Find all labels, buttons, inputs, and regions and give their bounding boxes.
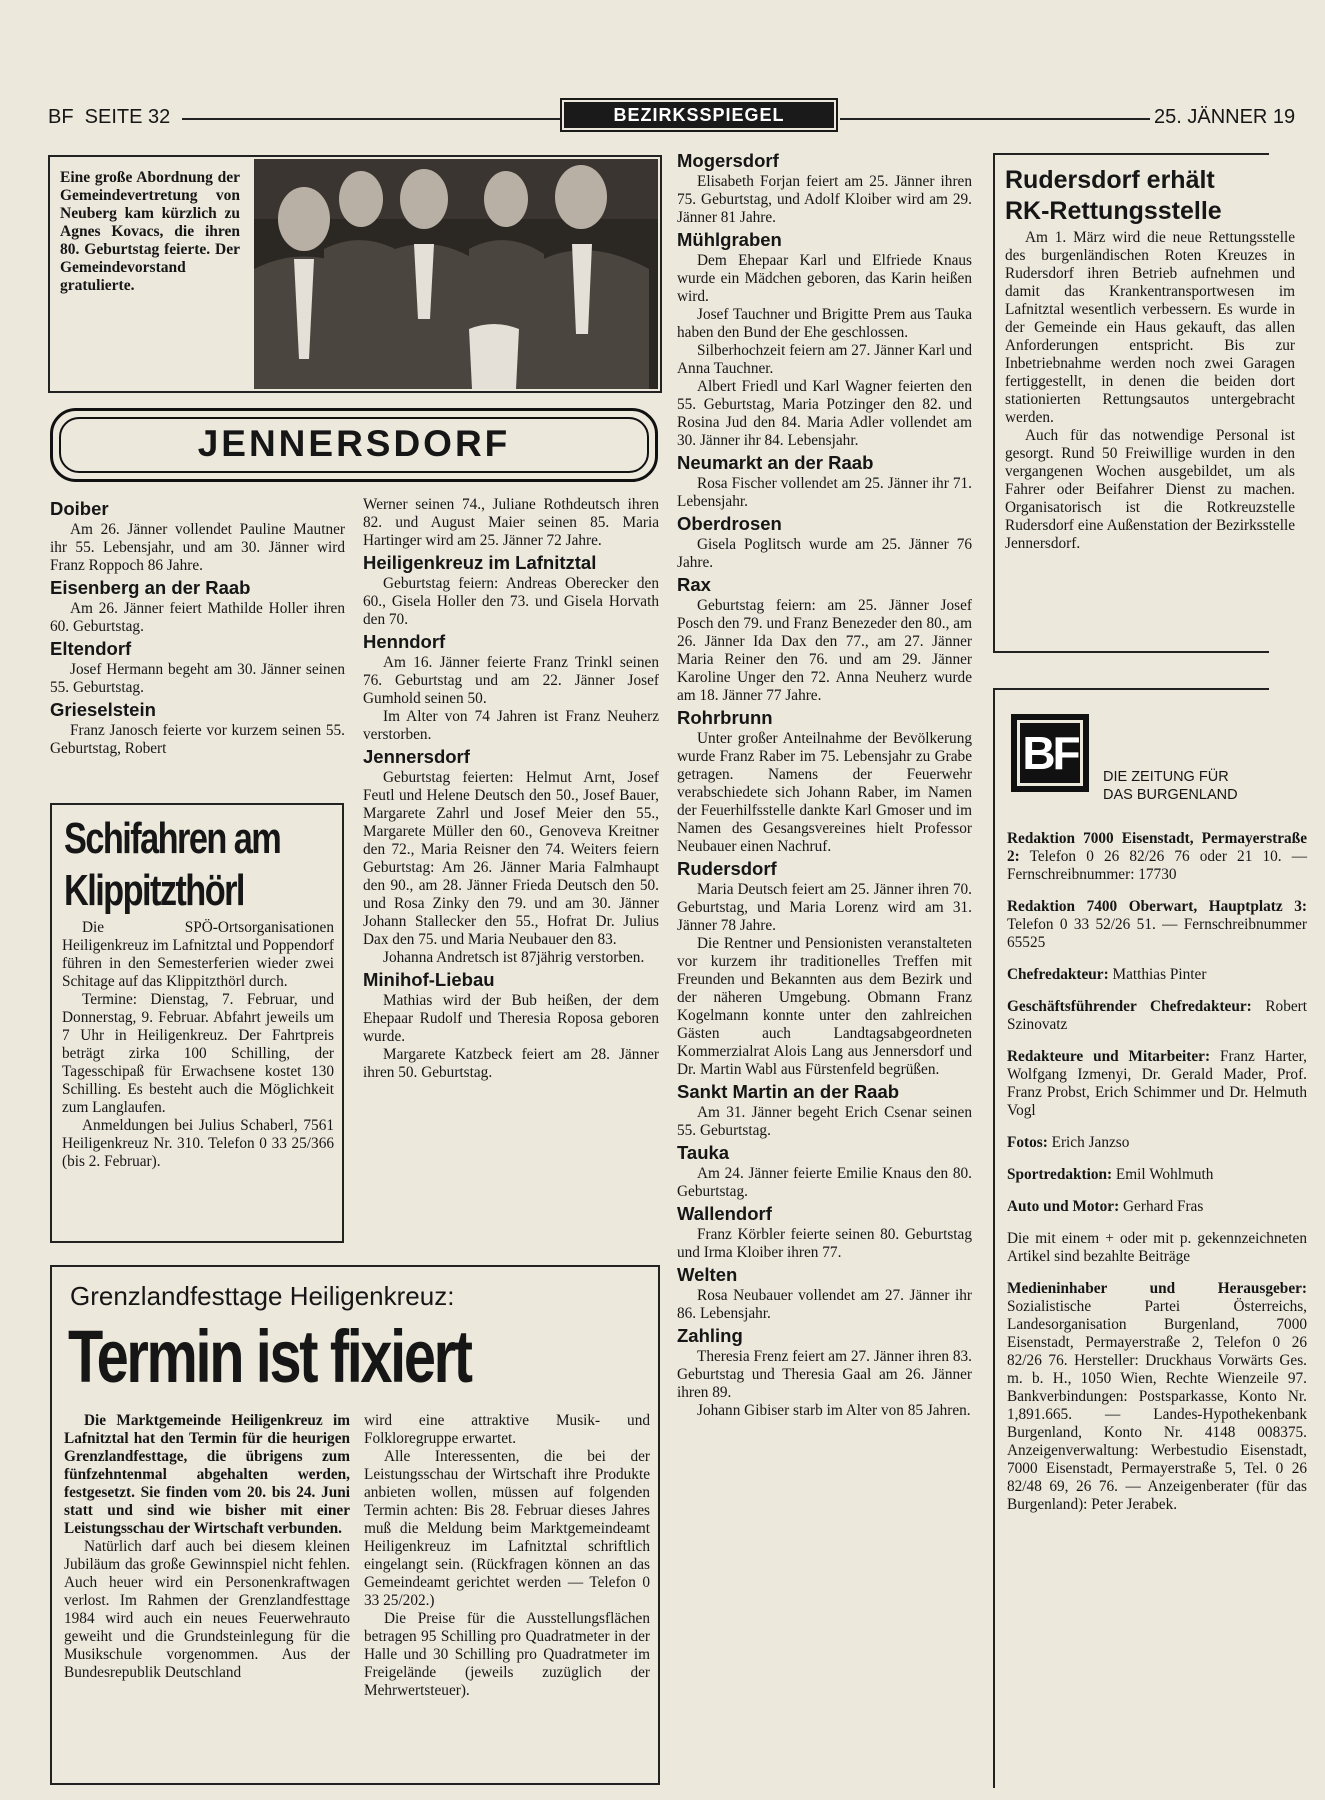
news-paragraph: Alle Interessenten, die bei der Leistungsschau der Wirtschaft ihre Produkte anbieten wollen, müssen auf folgenden Termin achten: Bis 28. Februar dieses Jahres muß die Meldung beim Marktgemeindeamt Heiligenkreuz im Lafnitztal schriftlich eingelangt sein. (Rückfragen können an das Gemeindeamt gerichtet werden — Telefon 0 33 25/202.) bbox=[364, 1448, 650, 1609]
news-paragraph: Unter großer Anteilnahme der Bevölkerung wurde Franz Raber im 75. Lebensjahr zu Grabe getragen. Namens der Feuerwehr verabschiedete sich Johann Raber, im Namen der Feuerhilfsstelle dankte Karl Gmoser und im Namen des Gesangsvereines hielt Professor Neubauer einen Nachruf. bbox=[677, 730, 972, 855]
news-paragraph: Elisabeth Forjan feiert am 25. Jänner ihren 75. Geburtstag, und Adolf Kloiber wird am 29. Jänner 81 Jahre. bbox=[677, 173, 972, 226]
place-heading: Mühlgraben bbox=[677, 229, 782, 250]
imprint-value: Erich Janzso bbox=[1047, 1134, 1130, 1151]
imprint-value: Telefon 0 26 82/26 76 oder 21 10. — Fernschreibnummer: 17730 bbox=[1007, 848, 1307, 883]
bf-logo bbox=[1011, 714, 1089, 792]
item-neumarkt bbox=[677, 452, 972, 511]
news-paragraph: Auch für das notwendige Personal ist gesorgt. Rund 50 Freiwillige wurden in den vergangenen Wochen ausgebildet, um als Fahrer oder Beifahrer Dienst zu machen. Organisatorisch ist die Rotkreuzstelle Rudersdorf eine Außenstation der Bezirksstelle Jennersdorf. bbox=[1005, 427, 1295, 552]
grenzland-left-col bbox=[64, 1412, 350, 1682]
section-label: BEZIRKSSPIEGEL bbox=[564, 102, 834, 128]
place-heading: Mogersdorf bbox=[677, 150, 779, 171]
header-rule-left bbox=[182, 118, 562, 120]
grenzland-right-col bbox=[364, 1412, 650, 1700]
header-rule-right bbox=[840, 118, 1150, 120]
imprint-list bbox=[1007, 830, 1307, 1514]
ski-body bbox=[62, 919, 334, 1171]
news-paragraph: Albert Friedl und Karl Wagner feierten den 55. Geburtstag, Maria Potzinger den 82. und Rosina Jud den 84. Maria Adler vollendet am 30. Jänner ihr 84. Lebensjahr. bbox=[677, 378, 972, 449]
rk-title-line-2: RK-Rettungsstelle bbox=[1005, 197, 1222, 225]
news-paragraph: Die SPÖ-Ortsorganisationen Heiligenkreuz im Lafnitztal und Poppendorf führen in den Semesterferien wieder zwei Schitage auf das Klippitzthörl durch. bbox=[62, 919, 334, 990]
imprint-label: Sportredaktion: bbox=[1007, 1166, 1113, 1183]
imprint-label: Geschäftsführender Chefredakteur: bbox=[1007, 998, 1252, 1015]
bf-logo-text: BF bbox=[1022, 727, 1078, 779]
news-paragraph: Franz Janosch feierte vor kurzem seinen 55. Geburtstag, Robert bbox=[50, 722, 345, 757]
item-eisenberg bbox=[50, 577, 345, 636]
imprint-label: Fotos: bbox=[1007, 1134, 1048, 1151]
place-heading: Doiber bbox=[50, 498, 109, 519]
place-heading: Jennersdorf bbox=[363, 746, 470, 767]
news-paragraph: Silberhochzeit feiern am 27. Jänner Karl und Anna Tauchner. bbox=[677, 342, 972, 377]
rk-title bbox=[1005, 165, 1325, 227]
news-paragraph: Geburtstag feierten: Helmut Arnt, Josef Feutl und Helene Deutsch den 50., Josef Bauer, Margarete Zahrl und Josef Meier den 55., Margarete Müller den 60., Genoveva Kreitner den 72., Maria Reisner den 74. Weiters feiern Geburtstag: Am 26. Jänner Maria Falmhaupt den 90., am 28. Jänner Frieda Deutsch den 50. und Rosa Zinky den 79. und am 30. Jänner Johann Stallecker den 55., Hofrat Dr. Julius Dax den 75. und Maria Neubauer den 83. bbox=[363, 769, 659, 948]
news-paragraph: Theresia Frenz feiert am 27. Jänner ihren 83. Geburtstag und Theresia Gaal am 26. Jänner ihren 89. bbox=[677, 1348, 972, 1401]
news-paragraph: Josef Hermann begeht am 30. Jänner seinen 55. Geburtstag. bbox=[50, 661, 345, 696]
region-banner bbox=[50, 408, 658, 482]
imprint-value: Franz Harter, Wolfgang Izmenyi, Dr. Gerald Mader, Prof. Franz Probst, Erich Schimmer und Dr. Helmuth Vogl bbox=[1007, 1048, 1307, 1119]
news-paragraph: Geburtstag feiern: Andreas Oberecker den 60., Gisela Holler den 73. und Gisela Horvath den 70. bbox=[363, 575, 659, 628]
imprint-label: Redaktion 7000 Eisenstadt, Permayerstraße 2: bbox=[1007, 830, 1307, 865]
imprint-label: Auto und Motor: bbox=[1007, 1198, 1120, 1215]
place-heading: Eltendorf bbox=[50, 638, 132, 659]
item-eltendorf bbox=[50, 638, 345, 697]
news-paragraph: wird eine attraktive Musik- und Folkloregruppe erwartet. bbox=[364, 1412, 650, 1447]
ski-title bbox=[64, 813, 281, 917]
item-minihof bbox=[363, 969, 659, 1082]
imprint-entry bbox=[1007, 1134, 1307, 1152]
grenzland-box bbox=[50, 1265, 660, 1785]
place-heading: Sankt Martin an der Raab bbox=[677, 1081, 900, 1102]
place-heading: Tauka bbox=[677, 1142, 730, 1163]
news-paragraph: Die Preise für die Ausstellungsflächen betragen 95 Schilling pro Quadratmeter in der Halle und 30 Schilling pro Quadratmeter im Freigelände (jeweils zuzüglich der Mehrwertsteuer). bbox=[364, 1610, 650, 1699]
imprint-label: Redaktion 7400 Oberwart, Hauptplatz 3: bbox=[1007, 898, 1307, 915]
place-heading: Minihof-Liebau bbox=[363, 969, 495, 990]
news-paragraph: Am 16. Jänner feierte Franz Trinkl seinen 76. Geburtstag und am 22. Jänner Josef Gumhold seinen 50. bbox=[363, 654, 659, 707]
news-paragraph: Am 26. Jänner feiert Mathilde Holler ihren 60. Geburtstag. bbox=[50, 600, 345, 635]
item-tauka bbox=[677, 1142, 972, 1201]
news-paragraph: Im Alter von 74 Jahren ist Franz Neuherz verstorben. bbox=[363, 708, 659, 743]
news-paragraph: Franz Körbler feierte seinen 80. Geburtstag und Irma Kloiber ihren 77. bbox=[677, 1226, 972, 1261]
imprint-entry bbox=[1007, 1166, 1307, 1184]
imprint-entry bbox=[1007, 966, 1307, 984]
place-heading: Eisenberg an der Raab bbox=[50, 577, 251, 598]
imprint-entry bbox=[1007, 1230, 1307, 1266]
item-sankt-martin bbox=[677, 1081, 972, 1140]
grenzland-title: Termin ist fixiert bbox=[68, 1315, 471, 1398]
group-photo bbox=[254, 159, 658, 389]
item-muehlgraben bbox=[677, 229, 972, 450]
news-paragraph: Die Rentner und Pensionisten veranstalteten vor kurzem ihr traditionelles Treffen mit Freunden und Bekannten aus dem Bezirk und der näheren Umgebung. Obmann Franz Kogelmann konnte unter den zahlreichen Gästen auch Landtagsabgeordneten Kommerzialrat Alois Lang aus Jennersdorf und Dr. Martin Wabl aus Fürstenfeld begrüßen. bbox=[677, 935, 972, 1078]
news-paragraph: Natürlich darf auch bei diesem kleinen Jubiläum das große Gewinnspiel nicht fehlen. Auch heuer wird ein Personenkraftwagen verlost. Im Rahmen der Grenzlandfesttage 1984 wird auch ein neues Feuerwehrauto geweiht und die Grundsteinlegung für die Musikschule vorgenommen. Aus der Bundesrepublik Deutschland bbox=[64, 1538, 350, 1681]
item-rudersdorf bbox=[677, 858, 972, 1079]
item-oberdrosen bbox=[677, 513, 972, 572]
news-column-3 bbox=[677, 148, 972, 1788]
news-paragraph: Margarete Katzbeck feiert am 28. Jänner ihren 50. Geburtstag. bbox=[363, 1046, 659, 1081]
imprint-entry bbox=[1007, 898, 1307, 952]
place-heading: Rudersdorf bbox=[677, 858, 777, 879]
grenzland-kicker: Grenzlandfesttage Heiligenkreuz: bbox=[70, 1281, 455, 1311]
imprint-value: Robert Szinovatz bbox=[1007, 998, 1307, 1033]
imprint-value: Die mit einem + oder mit p. gekennzeichneten Artikel sind bezahlte Beiträge bbox=[1007, 1230, 1307, 1265]
place-heading: Henndorf bbox=[363, 631, 446, 652]
place-heading: Wallendorf bbox=[677, 1203, 772, 1224]
news-paragraph: Rosa Neubauer vollendet am 27. Jänner ihr 86. Lebensjahr. bbox=[677, 1287, 972, 1322]
photo-caption: Eine große Abordnung der Gemeindevertretung von Neuberg kam kürzlich zu Agnes Kovacs, die ihren 80. Geburtstag feierte. Der Gemeindevorstand gratulierte. bbox=[60, 169, 240, 294]
region-title: JENNERSDORF bbox=[197, 423, 511, 464]
item-grieselstein-cont bbox=[363, 496, 659, 550]
photo-box bbox=[48, 155, 662, 393]
tagline-line-2: DAS BURGENLAND bbox=[1103, 787, 1238, 803]
rk-title-line-1: Rudersdorf erhält bbox=[1005, 166, 1215, 194]
item-wallendorf bbox=[677, 1203, 972, 1262]
news-paragraph: Termine: Dienstag, 7. Februar, und Donnerstag, 9. Februar. Abfahrt jeweils um 7 Uhr in Heiligenkreuz. Der Fahrtpreis beträgt zirka 100 Schilling, der Tagesschipaß für Erwachsene kostet 130 Schilling. Es besteht auch die Möglichkeit zum Langlaufen. bbox=[62, 991, 334, 1116]
imprint-box bbox=[993, 688, 1307, 1788]
imprint-label: Medieninhaber und Herausgeber: bbox=[1007, 1280, 1307, 1297]
item-grieselstein bbox=[50, 699, 345, 758]
item-doiber bbox=[50, 498, 345, 575]
news-paragraph: Am 24. Jänner feierte Emilie Knaus den 80. Geburtstag. bbox=[677, 1165, 972, 1200]
news-paragraph: Rosa Fischer vollendet am 25. Jänner ihr 71. Lebensjahr. bbox=[677, 475, 972, 510]
news-paragraph: Am 1. März wird die neue Rettungsstelle des burgenländischen Roten Kreuzes in Rudersdorf ihren Betrieb aufnehmen und damit das Krankentransportwesen im Lafnitztal wesentlich verbessern. Es wurde in der Gemeinde ein Haus gekauft, das allen Anforderungen entspricht. Bis zur Inbetriebnahme werden noch zwei Garagen fertiggestellt, in denen die beiden dort stationierten Rettungsautos untergebracht werden. bbox=[1005, 229, 1295, 426]
ski-title-line-1: Schifahren am bbox=[64, 814, 281, 863]
place-heading: Heiligenkreuz im Lafnitztal bbox=[363, 552, 597, 573]
place-heading: Neumarkt an der Raab bbox=[677, 452, 874, 473]
item-heiligenkreuz bbox=[363, 552, 659, 629]
imprint-entry bbox=[1007, 1198, 1307, 1216]
imprint-label: Chefredakteur: bbox=[1007, 966, 1109, 983]
place-heading: Grieselstein bbox=[50, 699, 156, 720]
news-paragraph: Mathias wird der Bub heißen, der dem Ehepaar Rudolf und Theresia Roposa geboren wurde. bbox=[363, 992, 659, 1045]
place-heading: Rohrbrunn bbox=[677, 707, 773, 728]
item-rax bbox=[677, 574, 972, 705]
imprint-label: Redakteure und Mitarbeiter: bbox=[1007, 1048, 1211, 1065]
news-paragraph: Johanna Andretsch ist 87jährig verstorben. bbox=[383, 949, 645, 966]
place-heading: Rax bbox=[677, 574, 711, 595]
news-column-2 bbox=[363, 496, 659, 1256]
imprint-value: Matthias Pinter bbox=[1108, 966, 1207, 983]
imprint-tagline bbox=[1103, 768, 1303, 804]
tagline-line-1: DIE ZEITUNG FÜR bbox=[1103, 769, 1229, 785]
news-paragraph: Johann Gibiser starb im Alter von 85 Jahren. bbox=[697, 1402, 971, 1419]
item-welten bbox=[677, 1264, 972, 1323]
news-paragraph: Am 26. Jänner vollendet Pauline Mautner ihr 55. Lebensjahr, und am 30. Jänner wird Franz Roppoch 86 Jahre. bbox=[50, 521, 345, 574]
ski-box bbox=[50, 803, 344, 1243]
item-jennersdorf bbox=[363, 746, 659, 967]
imprint-entry bbox=[1007, 830, 1307, 884]
news-column-1 bbox=[50, 496, 345, 791]
place-heading: Oberdrosen bbox=[677, 513, 782, 534]
imprint-value: Emil Wohlmuth bbox=[1112, 1166, 1214, 1183]
news-paragraph: Werner seinen 74., Juliane Rothdeutsch ihren 82. und August Maier seinen 85. Maria Hartinger wird am 25. Jänner 72 Jahre. bbox=[363, 496, 659, 549]
news-paragraph: Maria Deutsch feiert am 25. Jänner ihren 70. Geburtstag, und Maria Lorenz wird am 31. Jänner 78 Jahre. bbox=[677, 881, 972, 934]
imprint-value: Telefon 0 33 52/26 51. — Fernschreibnummer 65525 bbox=[1007, 916, 1307, 951]
news-paragraph: Dem Ehepaar Karl und Elfriede Knaus wurde ein Mädchen geboren, das Karin heißen wird. bbox=[677, 252, 972, 305]
place-heading: Welten bbox=[677, 1264, 738, 1285]
place-heading: Zahling bbox=[677, 1325, 743, 1346]
item-mogersdorf bbox=[677, 150, 972, 227]
news-paragraph: Geburtstag feiern: am 25. Jänner Josef Posch den 79. und Franz Benezeder den 80., am 26. Jänner Ida Dax den 77., am 27. Jänner Maria Reiner den 76. und am 29. Jänner Karoline Unger den 72. Anna Neuherz wurde am 18. Jänner 77 Jahre. bbox=[677, 597, 972, 704]
news-paragraph: Am 31. Jänner begeht Erich Csenar seinen 55. Geburtstag. bbox=[677, 1104, 972, 1139]
page-number: BF SEITE 32 bbox=[48, 106, 171, 128]
ski-title-line-2: Klippitzthörl bbox=[64, 866, 244, 915]
imprint-entry bbox=[1007, 998, 1307, 1034]
page-header bbox=[36, 98, 1296, 138]
news-paragraph: Gisela Poglitsch wurde am 25. Jänner 76 Jahre. bbox=[677, 536, 972, 571]
imprint-value: Gerhard Fras bbox=[1119, 1198, 1204, 1215]
lead-paragraph: Die Marktgemeinde Heiligenkreuz im Lafnitztal hat den Termin für die heurigen Grenzlandfesttage, die übrigens zum fünfzehntenmal abgehalten werden, festgesetzt. Sie finden vom 20. bis 24. Juni statt und sind wie bisher mit einer Leistungsschau der Wirtschaft verbunden. bbox=[64, 1412, 350, 1537]
item-zahling bbox=[677, 1325, 972, 1420]
imprint-entry bbox=[1007, 1280, 1307, 1514]
imprint-entry bbox=[1007, 1048, 1307, 1120]
item-henndorf bbox=[363, 631, 659, 744]
news-paragraph: Josef Tauchner und Brigitte Prem aus Tauka haben den Bund der Ehe geschlossen. bbox=[677, 306, 972, 341]
rk-body bbox=[1005, 229, 1295, 553]
rk-box bbox=[993, 153, 1295, 653]
news-paragraph: Anmeldungen bei Julius Schaberl, 7561 Heiligenkreuz Nr. 310. Telefon 0 33 25/366 (bis 2. Februar). bbox=[62, 1117, 334, 1170]
issue-date: 25. JÄNNER 19 bbox=[1154, 106, 1296, 128]
item-rohrbrunn bbox=[677, 707, 972, 856]
imprint-value: Sozialistische Partei Österreichs, Landesorganisation Burgenland, 7000 Eisenstadt, Permayerstraße 2, Telefon 0 26 82/26 76. Hersteller: Druckhaus Vorwärts Ges. m. b. H., 1050 Wien, Rechte Wienzeile 97. Bankverbindungen: Postsparkasse, Konto Nr. 1,891.665. — Landes-Hypothekenbank Burgenland, Konto Nr. 4148 008375. Anzeigenverwaltung: Werbestudio Eisenstadt, 7000 Eisenstadt, Permayerstraße 5, Tel. 0 26 82/48 69, 26 76. — Anzeigenberater (für das Burgenland): Peter Jerabek. bbox=[1007, 1298, 1307, 1513]
